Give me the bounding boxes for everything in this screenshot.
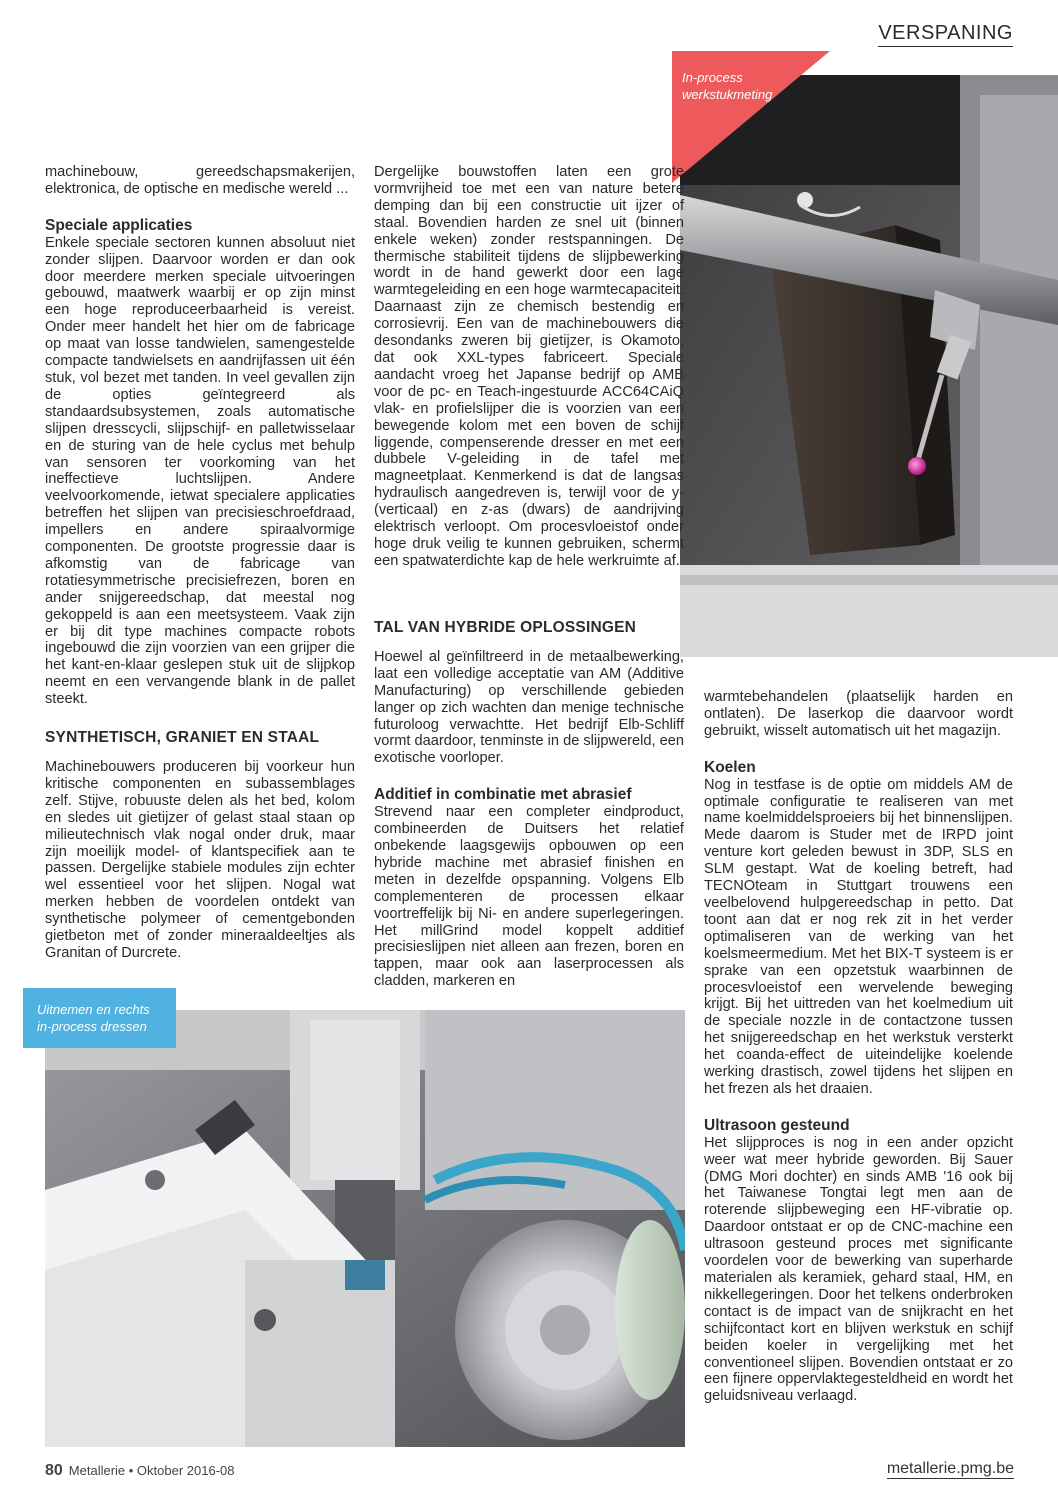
column-2-bottom	[374, 620, 684, 990]
caption-bottom-line1: Uitnemen en rechts	[37, 1002, 150, 1017]
page-number: 80	[45, 1462, 63, 1479]
col1-paragraph-1: Enkele speciale sectoren kunnen absoluut niet zonder slijpen. Daarvoor worden er dan ook door meerdere merken speciale uitvoeringen gebouwd, maatwerk waarbij er op zijn minst een hoge reproduceerbaarheid is vereist. Onder meer handelt het hier om de fabricage op maat van losse tandwielen, samengestelde compacte tandwielsets en aandrijfassen uit één stuk, vol bezet met tanden. In veel gevallen zijn de opties geïntegreerd als standaardsubsystemen, zoals automatische slijpen dresscycli, slijpschijf- en palletwisselaar en de sturing van de hele cyclus met behulp van sensoren ter voorkoming van het ineffectieve luchtslijpen. Andere veelvoorkomende, ietwat specialere applicaties betreffen het slijpen van precisieschroefdraad, impellers en andere spiraalvormige componenten. De grootste progressie daar is afkomstig van de fabricage van rotatiesymmetrische precisiefrezen, boren en ander snijgereedschap, dat meestal nog gekoppeld is aan een meetsysteem. Vaak zijn er bij dit type machines compacte robots ingebouwd die zijn voorzien van een grijper die het kant-en-klaar geslepen stuk uit de slijpkop neemt en een vervangende blank in de pallet steekt.	[45, 234, 355, 708]
publication-info: Metallerie • Oktober 2016-08	[68, 1463, 235, 1478]
caption-dressing	[23, 988, 176, 1048]
col2-paragraph-2: Hoewel al geïnfiltreerd in de metaalbewerking, laat een volledige acceptatie van AM (Additive Manufacturing) op verschillende gebieden langer op zich wachten dan menige technische futuroloog verwachtte. Het bedrijf Elb-Schliff vormt daardoor, tenminste in de slijpwereld, een exotische voorloper.	[374, 648, 684, 767]
subhead-additief: Additief in combinatie met abrasief	[374, 786, 632, 804]
grinding-machine-illustration	[45, 1010, 685, 1447]
subhead-koelen: Koelen	[704, 758, 756, 776]
column-2-top	[374, 164, 684, 570]
photo-grinding-machine	[45, 1010, 685, 1447]
col2-paragraph-1: Dergelijke bouwstoffen laten een grote vormvrijheid toe met een van nature betere demping dan bij een constructie uit ijzer of staal. Bovendien harden ze snel uit (binnen enkele weken) zonder restspanningen. De thermische stabiliteit tijdens de slijpbewerking wordt in de hand gewerkt door een lage warmtegeleiding en een hoge warmtecapaciteit. Daarnaast zijn ze chemisch bestendig en corrosievrij. Een van de machinebouwers die desondanks zweren bij gietijzer, is Okamoto, dat ook XXL-types fabriceert. Speciale aandacht vroeg het Japanse bedrijf op AMB voor de pc- en Teach-ingestuurde ACC64CAiQ vlak- en profielslijper die is voorzien van een bewegende kolom met een boven de schijf liggende, compenserende dresser en met een dubbele V-geleiding in de tafel met magneetplaat. Kenmerkend is dat de langsas hydraulisch aangedreven is, terwijl voor de y- (verticaal) en z-as (dwars) de aandrijving elektrisch verloopt. Om procesvloeistof onder hoge druk veilig te kunnen gebruiken, schermt een spatwaterdichte kap de hele werkruimte af.	[374, 164, 684, 569]
subhead-speciale-applicaties: Speciale applicaties	[45, 216, 193, 234]
caption-top-line1: In-process	[682, 70, 743, 85]
caption-bottom-line2: in-process dressen	[37, 1019, 147, 1034]
heading-synthetisch: SYNTHETISCH, GRANIET EN STAAL	[45, 729, 320, 747]
column-3	[704, 689, 1013, 1405]
col3-paragraph-2: Nog in testfase is de optie om middels AM de optimale configuratie te realiseren van met name koelmiddelsproeiers bij het binnenslijpen. Mede daarom is Studer met de IRPD joint venture kort geleden bewust in 3DP, SLS en SLM gestapt. Wat de koeling betreft, had TECNOteam in Stuttgart trouwens een veelbelovend hulpgereedschap in petto. Dat toont aan dat er nog rek zit in het verder optimaliseren van de werking van het koelsmeermedium. Met het BIX-T systeem is er sprake van een opzetstuk waarbinnen de procesvloeistof een wervelende beweging krijgt. Bij het uittreden van het koelmedium uit de speciale nozzle in de contactzone tussen het snijgereedschap en het werkstuk versterkt het coanda-effect de uiteindelijke koelende werking drastisch, zowel tijdens het slijpen en het frezen als het draaien.	[704, 776, 1013, 1097]
column-1	[45, 164, 355, 962]
caption-top-line2: werkstukmeting	[682, 87, 773, 102]
caption-inprocess-measuring	[672, 51, 830, 183]
col2-paragraph-3: Strevend naar een completer eindproduct, combineerden de Duitsers het relatief onbekende laagsgewijs opbouwen op een hybride machine met abrasief finishen en meten in dezelfde opspanning. Volgens Elb complementeren de processen elkaar voortreffelijk bij Ni- en andere superlegeringen. Het millGrind model koppelt additief precisieslijpen niet alleen aan frezen, boren en tappen, maar ook aan laserprocessen als cladden, markeren en	[374, 804, 684, 990]
website-link[interactable]: metallerie.pmg.be	[886, 1460, 1014, 1477]
col1-intro: machinebouw, gereedschapsmakerijen, elektronica, de optische en medische wereld ...	[45, 164, 355, 197]
section-tag: VERSPANING	[878, 22, 1013, 47]
footer-left	[45, 1462, 235, 1480]
subhead-ultrasoon: Ultrasoon gesteund	[704, 1116, 850, 1134]
col3-paragraph-1: warmtebehandelen (plaatselijk harden en ontlaten). De laserkop die daarvoor wordt gebruikt, wisselt automatisch uit het magazijn.	[704, 689, 1013, 739]
heading-hybride: TAL VAN HYBRIDE OPLOSSINGEN	[374, 619, 637, 636]
col3-paragraph-3: Het slijpproces is nog in een ander opzicht weer wat meer hybride geworden. Bij Sauer (DMG Mori dochter) en sinds AMB '16 ook bij het Taiwanese Tongtai legt men aan de roterende slijpbeweging een HF-vibratie op. Daardoor ontstaat er op de CNC-machine een ultrasoon gesteund proces met significante voordelen voor de bewerking van superharde materialen als keramiek, gehard staal, HM, en nikkellegeringen. Door het telkens onderbroken contact is de impact van de snijkracht en het schijfcontact kort en blijven werkstuk en schijf beiden koeler in vergelijking met het conventioneel slijpen. Bovendien ontstaat er zo een fijnere oppervlaktegesteldheid en wordt het geluidsniveau verlaagd.	[704, 1134, 1013, 1405]
col1-paragraph-2: Machinebouwers produceren bij voorkeur hun kritische componenten en subassemblages zelf. Stijve, robuuste delen als het bed, kolom en sledes uit gietijzer of gelast staal staan op milieutechnisch vlak nogal onder druk, maar zijn moeilijk model- of klantspecifiek aan te passen. Dergelijke stabiele modules zijn echter wel essentieel voor het slijpen. Nogal wat merken hebben de voordelen ontdekt van synthetische polymeer of cementgebonden gietbeton met of zonder mineraaldeeltjes als Granitan of Durcrete.	[45, 759, 355, 961]
